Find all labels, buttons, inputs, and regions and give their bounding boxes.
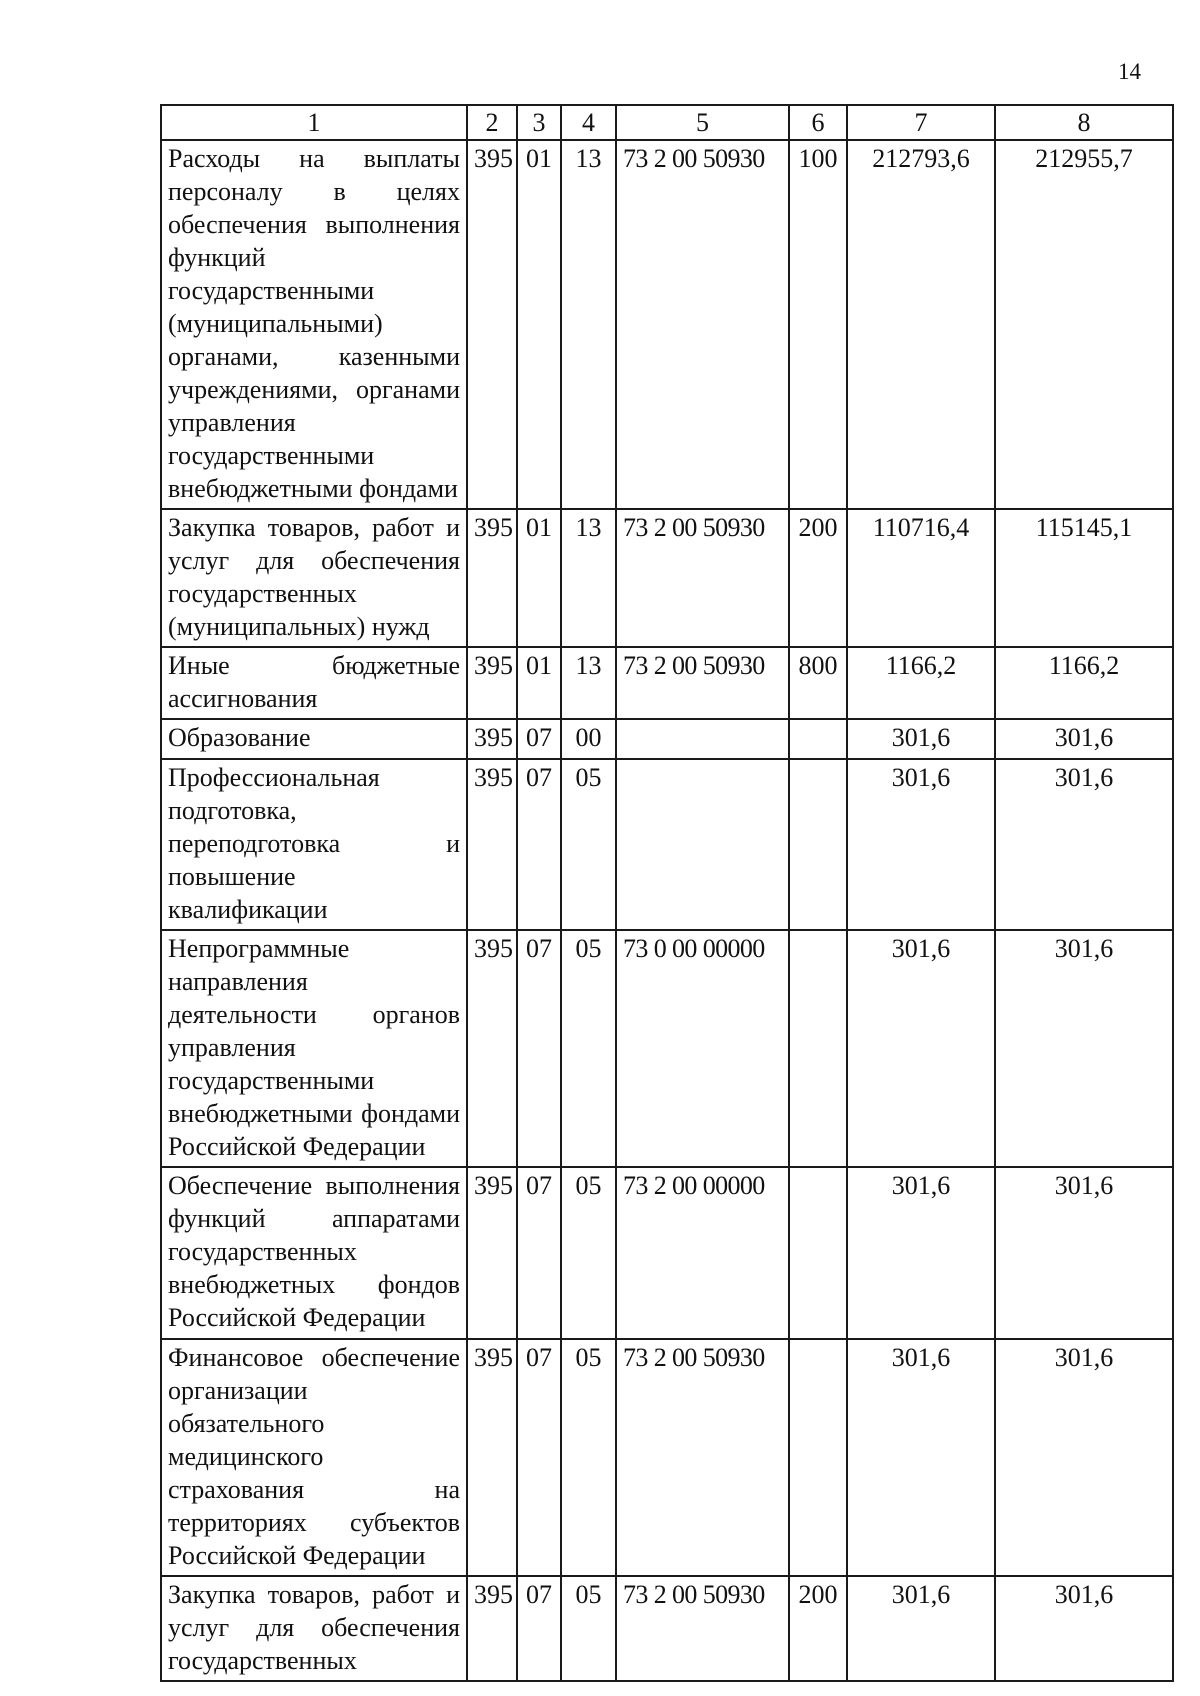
table-row bbox=[161, 930, 1173, 1167]
row-ministry: 395 bbox=[467, 1167, 517, 1339]
row-name: Непрограммные направления деятельности органов управления государственными внебюджетными фондами Российской Федерации bbox=[161, 930, 467, 1167]
header-col-5: 5 bbox=[616, 105, 789, 140]
row-subsection: 05 bbox=[561, 1167, 616, 1339]
row-section: 01 bbox=[517, 509, 561, 647]
row-target-article: 73 2 00 50930 bbox=[616, 509, 789, 647]
table-row bbox=[161, 647, 1173, 719]
header-col-6: 6 bbox=[789, 105, 847, 140]
row-sum-2: 1166,2 bbox=[995, 647, 1173, 719]
row-ministry: 395 bbox=[467, 1576, 517, 1681]
row-target-article bbox=[616, 719, 789, 759]
row-target-article: 73 2 00 50930 bbox=[616, 140, 789, 509]
row-ministry: 395 bbox=[467, 719, 517, 759]
header-row bbox=[161, 105, 1173, 140]
page-number: 14 bbox=[1118, 59, 1141, 84]
row-target-article: 73 2 00 50930 bbox=[616, 647, 789, 719]
row-ministry: 395 bbox=[467, 930, 517, 1167]
row-name: Образование bbox=[161, 719, 467, 759]
row-sum-2: 301,6 bbox=[995, 1167, 1173, 1339]
row-expense-type: 800 bbox=[789, 647, 847, 719]
row-sum-1: 301,6 bbox=[847, 930, 995, 1167]
row-sum-2: 301,6 bbox=[995, 1576, 1173, 1681]
row-section: 07 bbox=[517, 719, 561, 759]
row-section: 07 bbox=[517, 1339, 561, 1576]
row-sum-1: 212793,6 bbox=[847, 140, 995, 509]
row-target-article: 73 2 00 50930 bbox=[616, 1339, 789, 1576]
row-subsection: 13 bbox=[561, 647, 616, 719]
table-row bbox=[161, 509, 1173, 647]
row-sum-2: 212955,7 bbox=[995, 140, 1173, 509]
header-col-2: 2 bbox=[467, 105, 517, 140]
row-section: 01 bbox=[517, 647, 561, 719]
row-expense-type bbox=[789, 1167, 847, 1339]
row-section: 07 bbox=[517, 1576, 561, 1681]
row-name: Закупка товаров, работ и услуг для обеспечения государственных bbox=[161, 1576, 467, 1681]
row-sum-1: 301,6 bbox=[847, 1167, 995, 1339]
row-ministry: 395 bbox=[467, 140, 517, 509]
row-section: 07 bbox=[517, 930, 561, 1167]
row-sum-1: 301,6 bbox=[847, 759, 995, 930]
row-sum-1: 301,6 bbox=[847, 1576, 995, 1681]
row-name: Профессиональная подготовка, переподготовка и повышение квалификации bbox=[161, 759, 467, 930]
row-section: 07 bbox=[517, 1167, 561, 1339]
row-expense-type bbox=[789, 1339, 847, 1576]
row-sum-2: 301,6 bbox=[995, 759, 1173, 930]
row-subsection: 05 bbox=[561, 1576, 616, 1681]
row-ministry: 395 bbox=[467, 759, 517, 930]
row-ministry: 395 bbox=[467, 509, 517, 647]
row-sum-2: 301,6 bbox=[995, 930, 1173, 1167]
row-ministry: 395 bbox=[467, 1339, 517, 1576]
budget-table bbox=[160, 104, 1174, 1682]
row-target-article: 73 2 00 50930 bbox=[616, 1576, 789, 1681]
row-expense-type: 200 bbox=[789, 1576, 847, 1681]
table-row bbox=[161, 759, 1173, 930]
row-target-article bbox=[616, 759, 789, 930]
row-sum-1: 1166,2 bbox=[847, 647, 995, 719]
header-col-3: 3 bbox=[517, 105, 561, 140]
row-subsection: 00 bbox=[561, 719, 616, 759]
row-target-article: 73 0 00 00000 bbox=[616, 930, 789, 1167]
table-row bbox=[161, 719, 1173, 759]
row-expense-type: 100 bbox=[789, 140, 847, 509]
row-ministry: 395 bbox=[467, 647, 517, 719]
table-row bbox=[161, 1167, 1173, 1339]
row-name: Иные бюджетные ассигнования bbox=[161, 647, 467, 719]
row-subsection: 13 bbox=[561, 140, 616, 509]
row-name: Обеспечение выполнения функций аппаратами государственных внебюджетных фондов Российской Федерации bbox=[161, 1167, 467, 1339]
row-subsection: 05 bbox=[561, 1339, 616, 1576]
header-col-1: 1 bbox=[161, 105, 467, 140]
row-sum-1: 110716,4 bbox=[847, 509, 995, 647]
row-name: Расходы на выплаты персоналу в целях обеспечения выполнения функций государственными (муниципальными) органами, казенными учреждениями, органами управления государственными внебюджетными фондами bbox=[161, 140, 467, 509]
row-section: 01 bbox=[517, 140, 561, 509]
row-expense-type bbox=[789, 719, 847, 759]
row-name: Закупка товаров, работ и услуг для обеспечения государственных (муниципальных) нужд bbox=[161, 509, 467, 647]
row-subsection: 05 bbox=[561, 930, 616, 1167]
row-target-article: 73 2 00 00000 bbox=[616, 1167, 789, 1339]
table-row bbox=[161, 1576, 1173, 1681]
row-subsection: 13 bbox=[561, 509, 616, 647]
table-row bbox=[161, 1339, 1173, 1576]
row-expense-type: 200 bbox=[789, 509, 847, 647]
header-col-8: 8 bbox=[995, 105, 1173, 140]
header-col-4: 4 bbox=[561, 105, 616, 140]
row-subsection: 05 bbox=[561, 759, 616, 930]
row-sum-1: 301,6 bbox=[847, 1339, 995, 1576]
row-sum-1: 301,6 bbox=[847, 719, 995, 759]
row-sum-2: 301,6 bbox=[995, 719, 1173, 759]
row-sum-2: 301,6 bbox=[995, 1339, 1173, 1576]
row-sum-2: 115145,1 bbox=[995, 509, 1173, 647]
row-section: 07 bbox=[517, 759, 561, 930]
row-name: Финансовое обеспечение организации обязательного медицинского страхования на территориях субъектов Российской Федерации bbox=[161, 1339, 467, 1576]
row-expense-type bbox=[789, 759, 847, 930]
row-expense-type bbox=[789, 930, 847, 1167]
header-col-7: 7 bbox=[847, 105, 995, 140]
table-row bbox=[161, 140, 1173, 509]
